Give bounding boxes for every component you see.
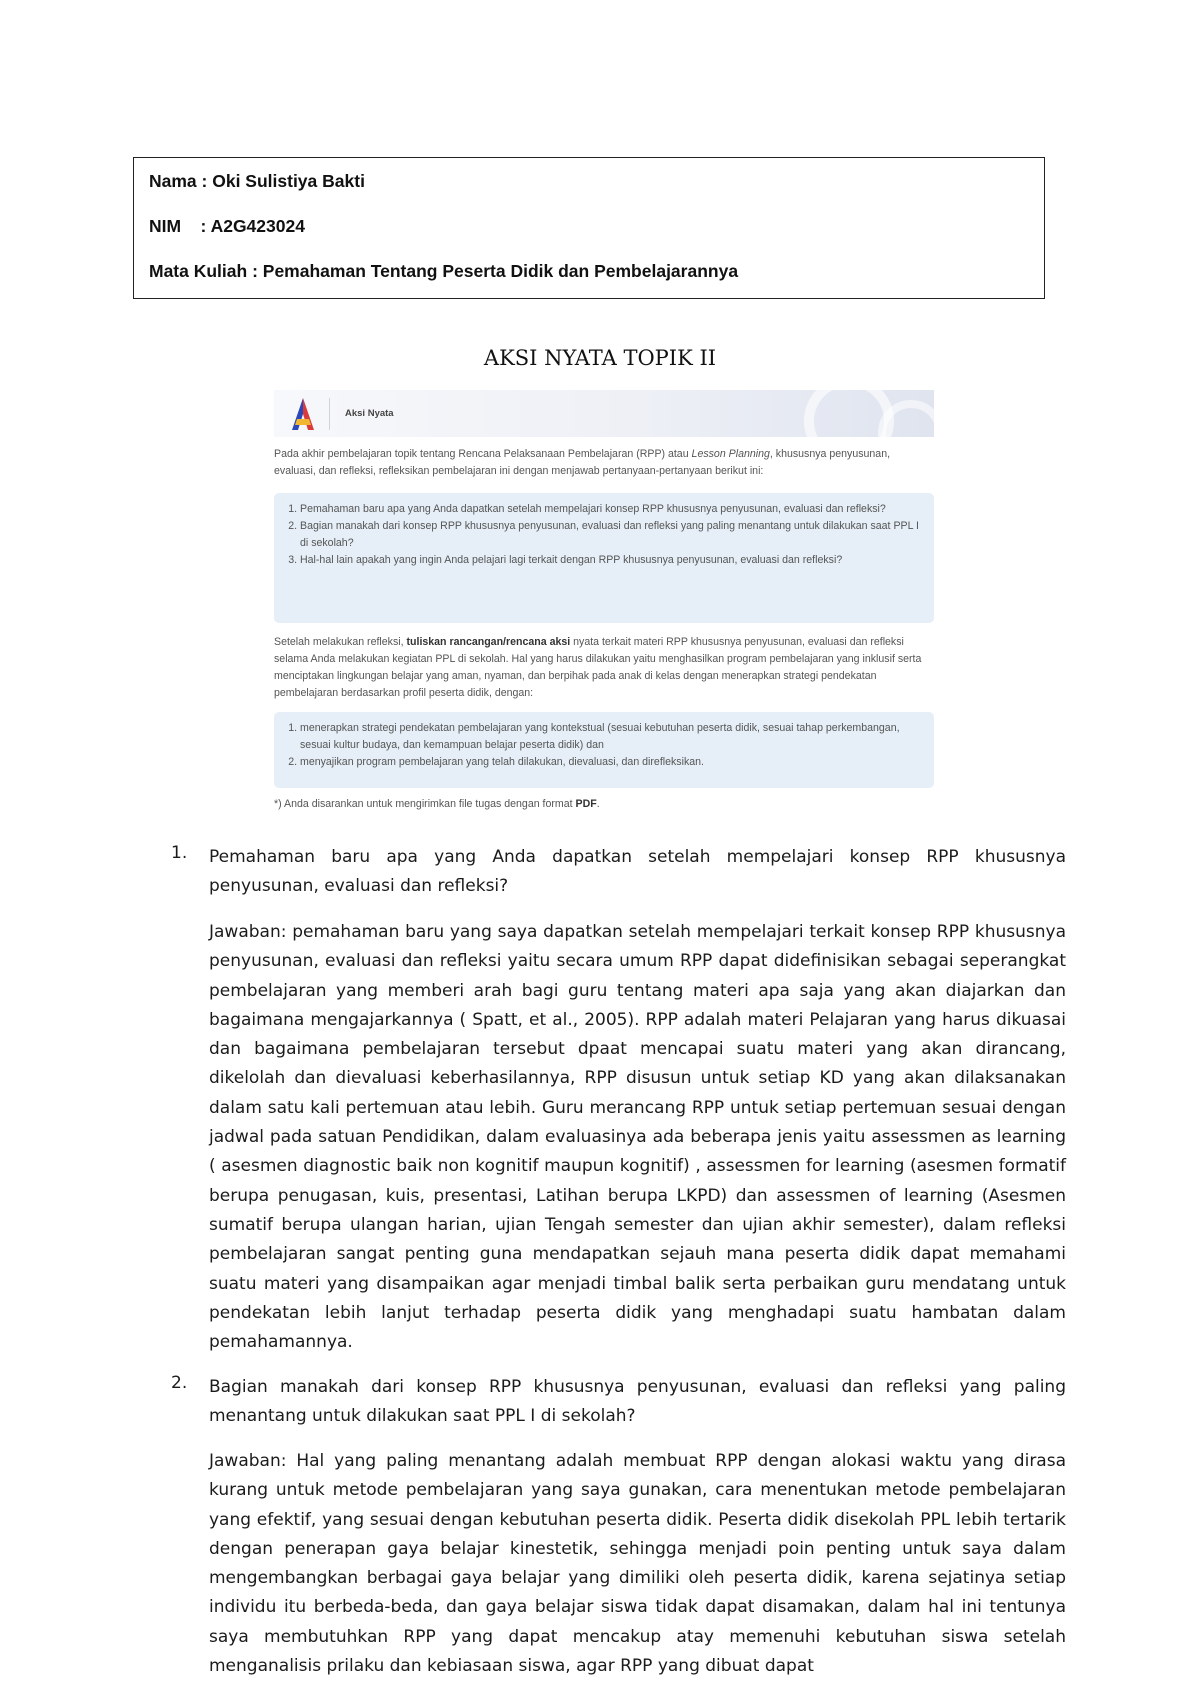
name-row: Nama : Oki Sulistiya Bakti <box>149 171 365 191</box>
screenshot-step-list <box>274 712 934 788</box>
platform-logo-icon <box>290 397 316 431</box>
question-text: Bagian manakah dari konsep RPP khususnya penyusunan, evaluasi dan refleksi yang paling menantang untuk dilakukan saat PPL I di sekolah? <box>209 1377 1066 1427</box>
list-item: 2. Bagian manakah dari konsep RPP khususnya penyusunan, evaluasi dan refleksi yang paling menantang untuk dilakukan saat PPL I di sekolah? <box>300 518 924 552</box>
question-number: 1. <box>171 843 188 863</box>
nim-row: NIM : A2G423024 <box>149 216 305 236</box>
banner-label: Aksi Nyata <box>345 408 394 419</box>
course-value: Pemahaman Tentang Peserta Didik dan Pembelajarannya <box>262 261 739 281</box>
student-info-box <box>133 157 1045 299</box>
list-item: 1. Pemahaman baru apa yang Anda dapatkan setelah mempelajari konsep RPP khususnya penyusunan, evaluasi dan refleksi? <box>300 501 924 518</box>
screenshot-banner <box>274 390 934 437</box>
task-screenshot <box>274 390 934 814</box>
screenshot-paragraph: Setelah melakukan refleksi, tuliskan rancangan/rencana aksi nyata terkait materi RPP khususnya penyusunan, evaluasi dan refleksi selama Anda melakukan kegiatan PPL di sekolah. Hal yang harus dilakukan yaitu menghasilkan program pembelajaran yang inklusif serta menciptakan lingkungan belajar yang aman, nyaman, dan berpihak pada anak di kelas dengan menerapkan strategi pendekatan pembelajaran berdasarkan profil peserta didik, dengan: <box>274 636 922 699</box>
screenshot-intro: Pada akhir pembelajaran topik tentang Rencana Pelaksanaan Pembelajaran (RPP) atau Lesson Planning, khususnya penyusunan, evaluasi, dan refleksi, refleksikan pembelajaran ini dengan menjawab pertanyaan-pertanyaan berikut ini: <box>274 448 891 477</box>
question-number: 2. <box>171 1373 188 1393</box>
answer-text: Jawaban: pemahaman baru yang saya dapatkan setelah mempelajari terkait konsep RPP khususnya penyusunan, evaluasi dan refleksi yaitu secara umum RPP dapat didefinisikan sebagai seperangkat pembelajaran yang memberi arah bagi guru tentang materi apa saja yang akan diajarkan dan bagaimana mengajarkannya ( Spatt, et al., 2005). RPP adalah materi Pelajaran yang harus dikuasai dan bagaimana pembelajaran tersebut dpaat mencapai suatu materi yang akan dirancang, dikelolah dan dievaluasi keberhasilannya, RPP disusun untuk setiap KD yang akan dilaksanakan dalam satu kali pertemuan atau lebih. Guru merancang RPP untuk setiap pertemuan sesuai dengan jadwal pada satuan Pendidikan, dalam evaluasinya ada beberapa jenis yaitu assessmen as learning ( asesmen diagnostic baik non kognitif maupun kognitif) , assessmen for learning (asesmen formatif berupa penugasan, kuis, presentasi, Latihan berupa LKPD) dan assessmen of learning (Asesmen sumatif berupa ulangan harian, ujian Tengah semester dan ujian akhir semester), dalam refleksi pembelajaran sangat penting guna mendapatkan sejauh mana peserta didik dapat memahami suatu materi yang disampaikan agar menjadi timbal balik serta perbaikan guru mendatang untuk pendekatan lebih lanjut terhadap peserta didik yang menghadapi suatu hambatan dalam pemahamannya. <box>209 922 1066 1353</box>
nim-label: NIM <box>149 216 182 236</box>
list-item: 1. menerapkan strategi pendekatan pembelajaran yang kontekstual (sesuai kebutuhan peserta didik, sesuai tahap perkembangan, sesuai kultur budaya, dan kemampuan belajar peserta didik) dan <box>300 720 924 754</box>
list-item: 2. menyajikan program pembelajaran yang telah dilakukan, dievaluasi, dan direfleksikan. <box>300 754 924 771</box>
name-value: Oki Sulistiya Bakti <box>212 171 365 191</box>
list-item: 3. Hal-hal lain apakah yang ingin Anda pelajari lagi terkait dengan RPP khususnya penyusunan, evaluasi dan refleksi? <box>300 552 924 569</box>
screenshot-question-list <box>274 493 934 623</box>
name-label: Nama <box>149 171 197 191</box>
course-row: Mata Kuliah : Pemahaman Tentang Peserta Didik dan Pembelajarannya <box>149 261 739 281</box>
answer-text: Jawaban: Hal yang paling menantang adalah membuat RPP dengan alokasi waktu yang dirasa kurang untuk metode pembelajaran yang saya gunakan, cara menentukan metode pembelajaran yang efektif, yang sesuai dengan kebutuhan peserta didik. Peserta didik disekolah PPL lebih tertarik dengan penerapan gaya belajar kinestetik, sehingga menjadi poin penting untuk saya dalam mengembangkan berbagai gaya belajar yang dimiliki oleh peserta didik, karena sejatinya setiap individu itu berbeda-beda, dan gaya belajar siswa tidak dapat disamakan, dalam hal ini tentunya saya membutuhkan RPP yang dapat mencakup atay memenuhi kebutuhan siswa setelah menganalisis prilaku dan kebiasaan siswa, agar RPP yang dibuat dapat <box>209 1451 1066 1677</box>
course-label: Mata Kuliah <box>149 261 248 281</box>
question-text: Pemahaman baru apa yang Anda dapatkan setelah mempelajari konsep RPP khususnya penyusunan, evaluasi dan refleksi? <box>209 847 1066 897</box>
screenshot-note: *) Anda disarankan untuk mengirimkan file tugas dengan format PDF. <box>274 798 600 810</box>
page-title: AKSI NYATA TOPIK II <box>483 346 717 370</box>
nim-value: A2G423024 <box>210 216 305 236</box>
